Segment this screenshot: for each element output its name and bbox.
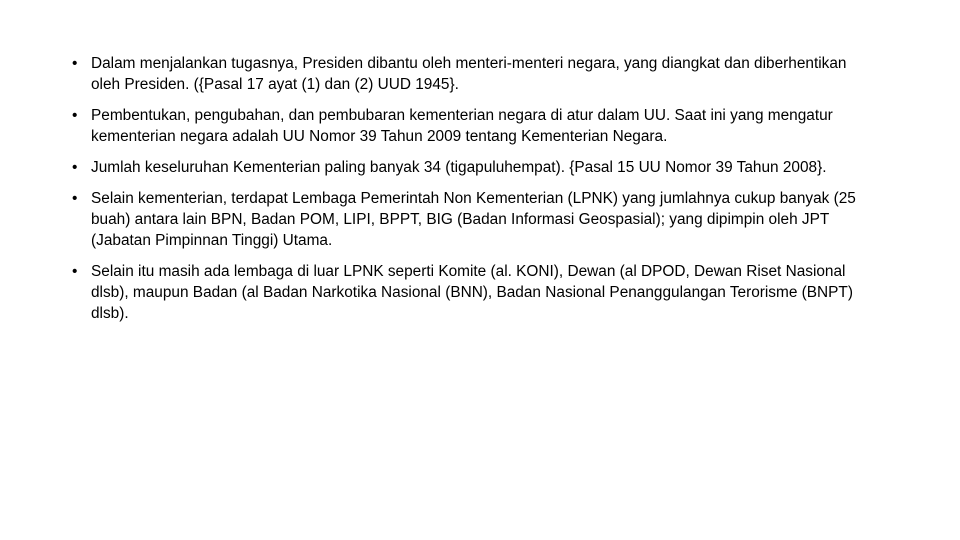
bullet-item (72, 188, 872, 251)
slide-content (72, 53, 872, 334)
bullet-item (72, 261, 872, 324)
bullet-text: Pembentukan, pengubahan, dan pembubaran kementerian negara di atur dalam UU. Saat ini yang mengatur kementerian negara adalah UU Nomor 39 Tahun 2009 tentang Kementerian Negara. (91, 107, 833, 145)
bullet-dot-icon: • (72, 190, 78, 207)
bullet-dot-icon: • (72, 107, 78, 124)
bullet-list (72, 53, 872, 324)
bullet-item (72, 105, 872, 147)
bullet-item (72, 53, 872, 95)
bullet-text: Selain kementerian, terdapat Lembaga Pemerintah Non Kementerian (LPNK) yang jumlahnya cukup banyak (25 buah) antara lain BPN, Badan POM, LIPI, BPPT, BIG (Badan Informasi Geospasial); yang dipimpin oleh JPT (Jabatan Pimpinnan Tinggi) Utama. (91, 190, 856, 249)
bullet-item (72, 157, 872, 178)
bullet-dot-icon: • (72, 159, 78, 176)
bullet-dot-icon: • (72, 263, 78, 280)
bullet-dot-icon: • (72, 55, 78, 72)
bullet-text: Selain itu masih ada lembaga di luar LPNK seperti Komite (al. KONI), Dewan (al DPOD, Dewan Riset Nasional dlsb), maupun Badan (al Badan Narkotika Nasional (BNN), Badan Nasional Penanggulangan Terorisme (BNPT) dlsb). (91, 263, 853, 322)
bullet-text: Jumlah keseluruhan Kementerian paling banyak 34 (tigapuluhempat). {Pasal 15 UU Nomor 39 Tahun 2008}. (91, 159, 827, 176)
bullet-text: Dalam menjalankan tugasnya, Presiden dibantu oleh menteri-menteri negara, yang diangkat dan diberhentikan oleh Presiden. ({Pasal 17 ayat (1) dan (2) UUD 1945}. (91, 55, 847, 93)
